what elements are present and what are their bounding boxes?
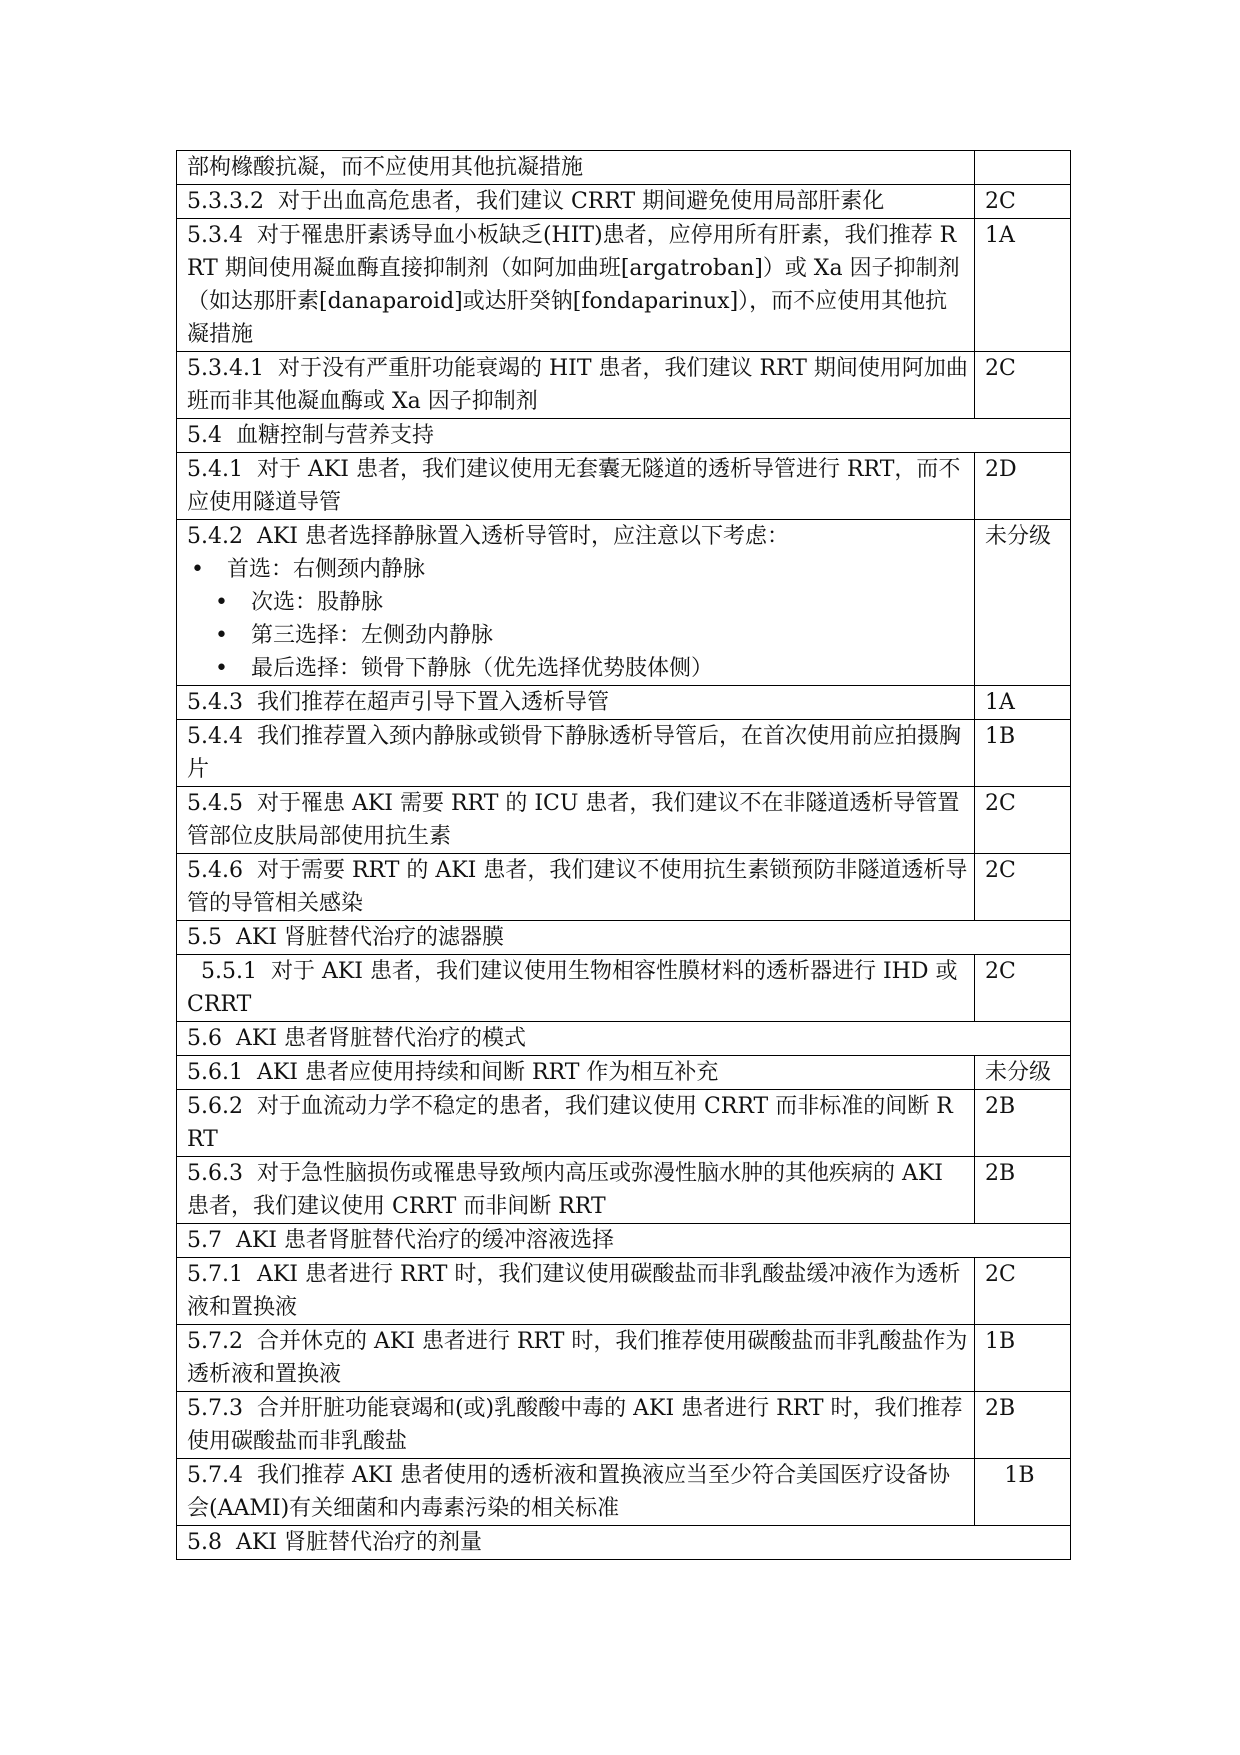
recommendation-table — [176, 150, 1071, 1560]
evidence-grade: 2C — [975, 352, 1071, 419]
section-heading-row — [177, 1224, 1071, 1258]
evidence-grade: 2B — [975, 1090, 1071, 1157]
recommendation-row — [177, 520, 1071, 686]
recommendation-row — [177, 686, 1071, 720]
list-item: • 最后选择：锁骨下静脉（优先选择优势肢体侧） — [187, 652, 968, 685]
recommendation-row — [177, 1157, 1071, 1224]
recommendation-row — [177, 955, 1071, 1022]
recommendation-text: 5.4.1 对于 AKI 患者，我们建议使用无套囊无隧道的透析导管进行 RRT，而不应使用隧道导管 — [177, 453, 975, 520]
recommendation-text: 5.7.1 AKI 患者进行 RRT 时，我们建议使用碳酸盐而非乳酸盐缓冲液作为透析液和置换液 — [177, 1258, 975, 1325]
section-heading-row — [177, 419, 1071, 453]
recommendation-row — [177, 185, 1071, 219]
recommendation-row — [177, 787, 1071, 854]
recommendation-text: 5.4.6 对于需要 RRT 的 AKI 患者，我们建议不使用抗生素锁预防非隧道透析导管的导管相关感染 — [177, 854, 975, 921]
evidence-grade: 1B — [975, 1459, 1071, 1526]
section-heading: 5.4 血糖控制与营养支持 — [177, 419, 1071, 453]
evidence-grade: 1B — [975, 1325, 1071, 1392]
evidence-grade: 未分级 — [975, 1056, 1071, 1090]
evidence-grade: 2C — [975, 185, 1071, 219]
recommendation-text: 5.4.3 我们推荐在超声引导下置入透析导管 — [177, 686, 975, 720]
recommendation-row — [177, 1258, 1071, 1325]
recommendation-row — [177, 1090, 1071, 1157]
list-item: • 第三选择：左侧劲内静脉 — [187, 619, 968, 652]
evidence-grade: 2B — [975, 1392, 1071, 1459]
recommendation-text — [177, 520, 975, 686]
evidence-grade: 2D — [975, 453, 1071, 520]
evidence-grade: 2C — [975, 854, 1071, 921]
recommendation-text: 5.4.5 对于罹患 AKI 需要 RRT 的 ICU 患者，我们建议不在非隧道透析导管置管部位皮肤局部使用抗生素 — [177, 787, 975, 854]
recommendation-text: 5.7.2 合并休克的 AKI 患者进行 RRT 时，我们推荐使用碳酸盐而非乳酸盐作为透析液和置换液 — [177, 1325, 975, 1392]
section-heading: 5.7 AKI 患者肾脏替代治疗的缓冲溶液选择 — [177, 1224, 1071, 1258]
section-heading-row — [177, 921, 1071, 955]
section-heading: 5.6 AKI 患者肾脏替代治疗的模式 — [177, 1022, 1071, 1056]
recommendation-row — [177, 1392, 1071, 1459]
recommendation-row — [177, 151, 1071, 185]
list-item: • 次选：股静脉 — [187, 586, 968, 619]
recommendation-row — [177, 1459, 1071, 1526]
recommendation-row — [177, 219, 1071, 352]
recommendation-text: 5.3.4.1 对于没有严重肝功能衰竭的 HIT 患者，我们建议 RRT 期间使用阿加曲班而非其他凝血酶或 Xa 因子抑制剂 — [177, 352, 975, 419]
evidence-grade: 1B — [975, 720, 1071, 787]
recommendation-intro: 5.4.2 AKI 患者选择静脉置入透析导管时，应注意以下考虑： — [187, 524, 789, 549]
recommendation-text: 5.3.3.2 对于出血高危患者，我们建议 CRRT 期间避免使用局部肝素化 — [177, 185, 975, 219]
evidence-grade: 1A — [975, 219, 1071, 352]
recommendation-text: 5.7.3 合并肝脏功能衰竭和(或)乳酸酸中毒的 AKI 患者进行 RRT 时，我们推荐使用碳酸盐而非乳酸盐 — [177, 1392, 975, 1459]
evidence-grade: 1A — [975, 686, 1071, 720]
evidence-grade — [975, 151, 1071, 185]
option-list — [187, 553, 968, 685]
recommendation-row — [177, 1056, 1071, 1090]
recommendation-row — [177, 854, 1071, 921]
recommendation-text: 5.6.2 对于血流动力学不稳定的患者，我们建议使用 CRRT 而非标准的间断 RRT — [177, 1090, 975, 1157]
section-heading: 5.8 AKI 肾脏替代治疗的剂量 — [177, 1526, 1071, 1560]
recommendation-text: 部枸橼酸抗凝，而不应使用其他抗凝措施 — [177, 151, 975, 185]
recommendation-row — [177, 352, 1071, 419]
evidence-grade: 2C — [975, 955, 1071, 1022]
recommendation-text: 5.7.4 我们推荐 AKI 患者使用的透析液和置换液应当至少符合美国医疗设备协会(AAMI)有关细菌和内毒素污染的相关标准 — [177, 1459, 975, 1526]
list-item: • 首选：右侧颈内静脉 — [187, 553, 968, 586]
section-heading-row — [177, 1022, 1071, 1056]
section-heading-row — [177, 1526, 1071, 1560]
recommendation-text: 5.5.1 对于 AKI 患者，我们建议使用生物相容性膜材料的透析器进行 IHD 或 CRRT — [177, 955, 975, 1022]
recommendation-row — [177, 1325, 1071, 1392]
recommendation-row — [177, 453, 1071, 520]
section-heading: 5.5 AKI 肾脏替代治疗的滤器膜 — [177, 921, 1071, 955]
recommendation-text: 5.6.3 对于急性脑损伤或罹患导致颅内高压或弥漫性脑水肿的其他疾病的 AKI 患者，我们建议使用 CRRT 而非间断 RRT — [177, 1157, 975, 1224]
recommendation-text: 5.4.4 我们推荐置入颈内静脉或锁骨下静脉透析导管后，在首次使用前应拍摄胸片 — [177, 720, 975, 787]
evidence-grade: 2B — [975, 1157, 1071, 1224]
recommendation-row — [177, 720, 1071, 787]
recommendation-text: 5.6.1 AKI 患者应使用持续和间断 RRT 作为相互补充 — [177, 1056, 975, 1090]
evidence-grade: 2C — [975, 1258, 1071, 1325]
evidence-grade: 未分级 — [975, 520, 1071, 686]
evidence-grade: 2C — [975, 787, 1071, 854]
recommendation-text: 5.3.4 对于罹患肝素诱导血小板缺乏(HIT)患者，应停用所有肝素，我们推荐 RRT 期间使用凝血酶直接抑制剂（如阿加曲班[argatroban]）或 Xa 因子抑制剂（如达那肝素[danaparoid]或达肝癸钠[fondaparinux]），而不应使用其他抗凝措施 — [177, 219, 975, 352]
